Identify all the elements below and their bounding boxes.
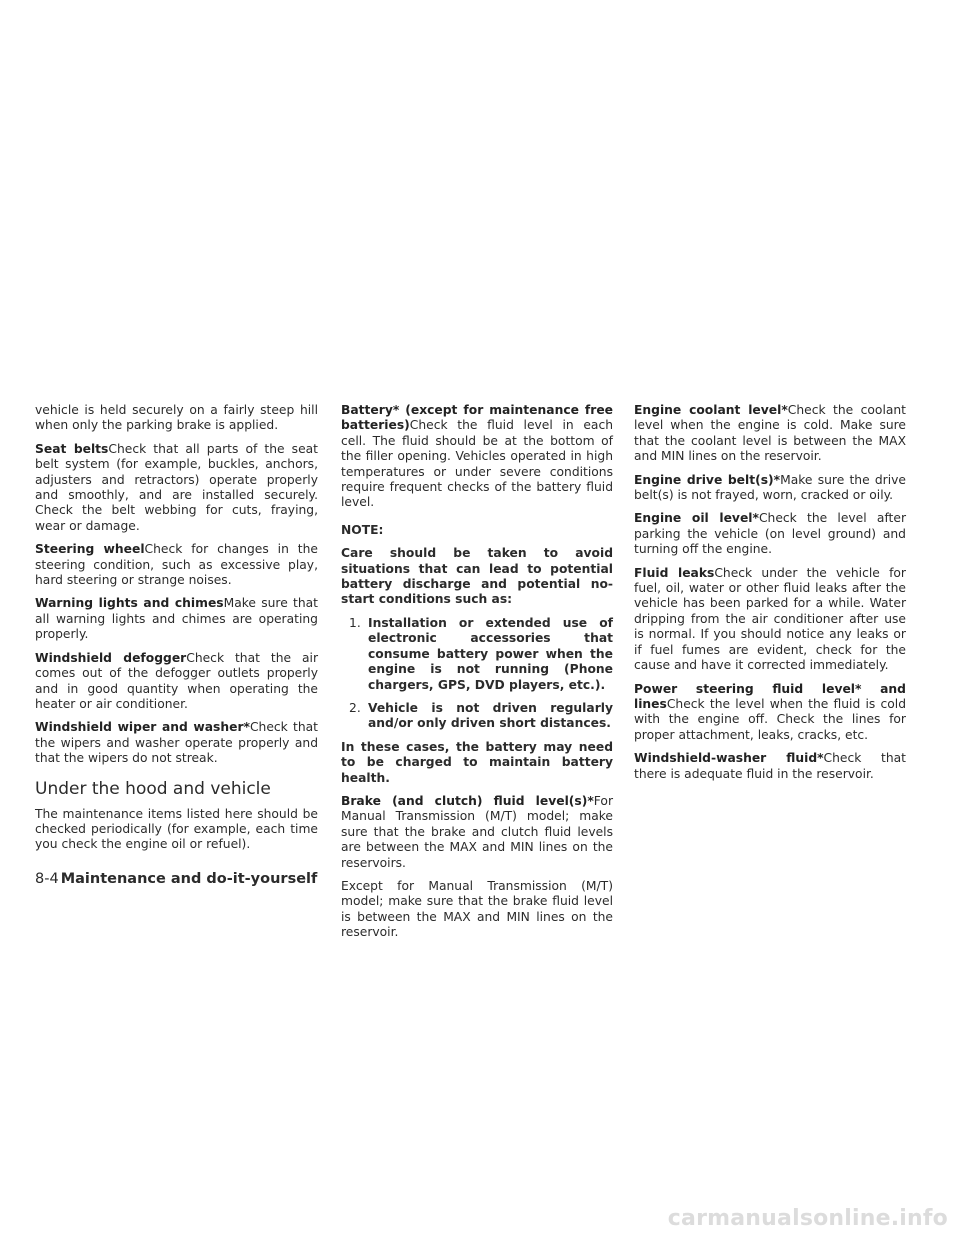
section-name: Maintenance and do-it-yourself bbox=[60, 871, 318, 887]
steering-wheel-item bbox=[35, 542, 318, 588]
column-3 bbox=[634, 403, 906, 790]
drive-belt-text: Make sure the drive belt(s) is not frayed, worn, cracked or oily. bbox=[634, 472, 906, 503]
note-text: Care should be taken to avoid situations that can lead to potential battery discharge and potential no-start conditions such as: bbox=[341, 546, 613, 607]
note-item-text: Installation or extended use of electronic accessories that consume battery power when the engine is not running (Phone chargers, GPS, DVD players, etc.). bbox=[368, 615, 613, 692]
note-list-item bbox=[341, 701, 613, 732]
defogger-title: Windshield defogger bbox=[35, 650, 187, 665]
coolant-text: Check the coolant level when the engine is cold. Make sure that the coolant level is between the MAX and MIN lines on the reservoir. bbox=[634, 403, 907, 464]
note-item-number: 2. bbox=[349, 700, 361, 715]
wiper-title: Windshield wiper and washer* bbox=[35, 720, 250, 735]
washer-fluid-title: Windshield-washer fluid* bbox=[634, 751, 824, 766]
intro-paragraph: vehicle is held securely on a fairly steep hill when only the parking brake is applied. bbox=[35, 403, 318, 433]
warning-lights-title: Warning lights and chimes bbox=[35, 596, 224, 611]
washer-fluid-item bbox=[634, 751, 906, 782]
oil-level-item bbox=[634, 511, 906, 557]
fluid-leaks-text: Check under the vehicle for fuel, oil, water or other fluid leaks after the vehicle has been parked for a while. Water dripping from the air conditioner after use is normal. If you should notice any leaks or if fuel fumes are evident, check for the cause and have it corrected immediately. bbox=[634, 565, 906, 673]
note-conclusion: In these cases, the battery may need to be charged to maintain battery health. bbox=[341, 739, 613, 785]
note-item-number: 1. bbox=[349, 615, 361, 630]
battery-title: Battery* (except for maintenance free batteries) bbox=[341, 403, 613, 433]
watermark: carmanualsonline.info bbox=[667, 1206, 948, 1231]
section-heading: Under the hood and vehicle bbox=[35, 778, 271, 799]
fluid-leaks-title: Fluid leaks bbox=[634, 565, 715, 580]
seat-belts-text: Check that all parts of the seat belt system (for example, buckles, anchors, adjusters and retractors) operate properly and smoothly, and are installed securely. Check the belt webbing for cuts, fraying, wear or damage. bbox=[35, 441, 319, 533]
seat-belts-title: Seat belts bbox=[35, 441, 109, 456]
note-list bbox=[341, 616, 613, 732]
steering-wheel-text: Check for changes in the steering condition, such as excessive play, hard steering or strange noises. bbox=[35, 542, 318, 588]
battery-item bbox=[341, 403, 613, 511]
washer-fluid-text: Check that there is adequate fluid in the reservoir. bbox=[634, 751, 906, 781]
note-list-item bbox=[341, 616, 613, 693]
warning-lights-item bbox=[35, 596, 318, 642]
drive-belt-item bbox=[634, 473, 906, 504]
oil-level-text: Check the level after parking the vehicle (on level ground) and turning off the engine. bbox=[634, 511, 906, 557]
brake-title: Brake (and clutch) fluid level(s)* bbox=[341, 793, 594, 808]
warning-lights-text: Make sure that all warning lights and chimes are operating properly. bbox=[35, 596, 318, 642]
steering-wheel-title: Steering wheel bbox=[35, 542, 145, 557]
wiper-item bbox=[35, 720, 318, 766]
coolant-item bbox=[634, 403, 906, 465]
note-item-text: Vehicle is not driven regularly and/or only driven short distances. bbox=[368, 700, 613, 731]
wiper-text: Check that the wipers and washer operate properly and that the wipers do not streak. bbox=[35, 720, 318, 766]
page-number: 8-4 bbox=[35, 871, 59, 887]
column-2 bbox=[341, 403, 613, 949]
oil-level-title: Engine oil level* bbox=[634, 511, 759, 526]
brake-except-paragraph: Except for Manual Transmission (M/T) model; make sure that the brake fluid level is between the MAX and MIN lines on the reservoir. bbox=[341, 878, 613, 940]
drive-belt-title: Engine drive belt(s)* bbox=[634, 472, 781, 487]
brake-item bbox=[341, 794, 613, 871]
power-steering-text: Check the level when the fluid is cold with the engine off. Check the lines for proper attachment, leaks, cracks, etc. bbox=[634, 696, 906, 742]
seat-belts-item bbox=[35, 442, 318, 534]
coolant-title: Engine coolant level* bbox=[634, 403, 788, 417]
power-steering-item bbox=[634, 682, 906, 744]
page-footer bbox=[35, 870, 317, 888]
defogger-text: Check that the air comes out of the defogger outlets properly and in good quantity when operating the heater or air conditioner. bbox=[35, 650, 318, 711]
section-intro-text: The maintenance items listed here should be checked periodically (for example, each time you check the engine oil or refuel). bbox=[35, 806, 318, 852]
brake-text: For Manual Transmission (M/T) model; make sure that the brake and clutch fluid levels are between the MAX and MIN lines on the reservoirs. bbox=[341, 793, 613, 870]
fluid-leaks-item bbox=[634, 566, 906, 674]
column-1 bbox=[35, 403, 318, 861]
defogger-item bbox=[35, 651, 318, 713]
battery-text: Check the fluid level in each cell. The fluid should be at the bottom of the filler opening. Vehicles operated in high temperatures or under severe conditions require frequent checks of the battery fluid level. bbox=[341, 418, 613, 510]
note-label: NOTE: bbox=[341, 522, 384, 537]
power-steering-title: Power steering fluid level* and lines bbox=[634, 681, 906, 711]
